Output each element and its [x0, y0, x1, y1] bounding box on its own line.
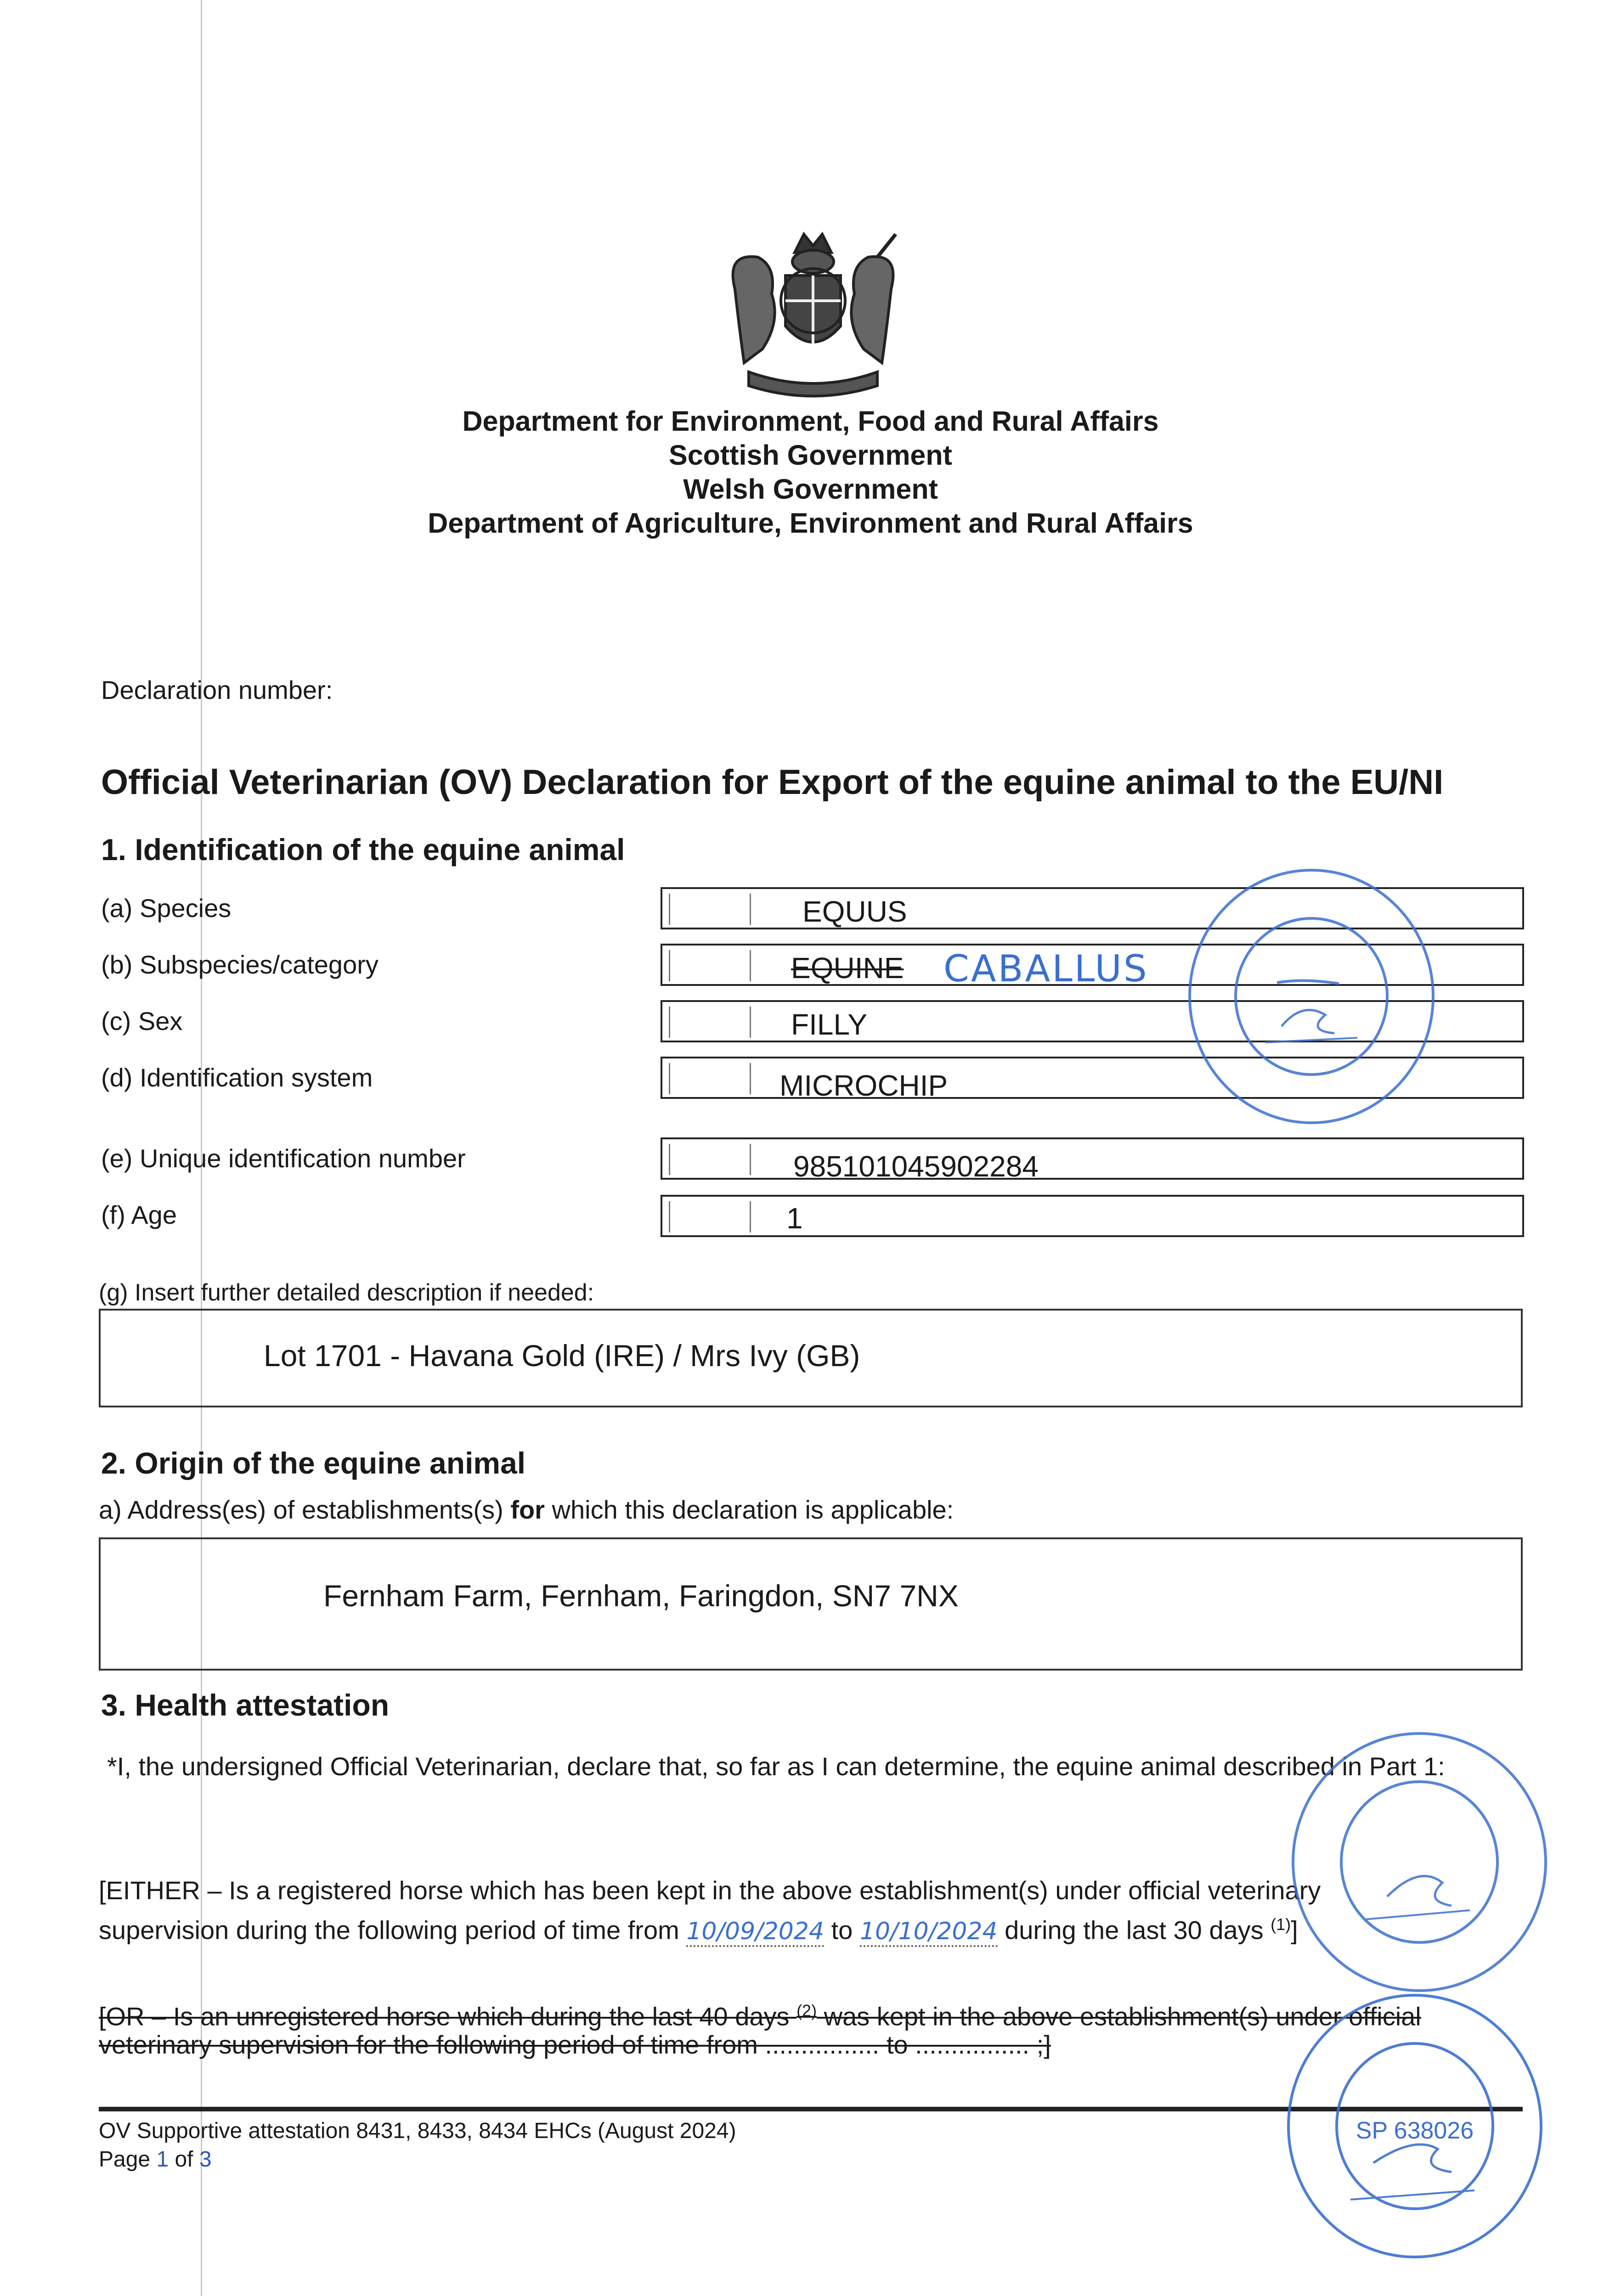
or-line-1: [OR – Is an unregistered horse which during the last 40 days $^{(2)}$ was kept in the above establishment(s) under official — [99, 2001, 1421, 2031]
address-box — [99, 1537, 1523, 1671]
address-value: Fernham Farm, Fernham, Faringdon, SN7 7NX — [323, 1579, 959, 1613]
subspecies-handwritten: CABALLUS — [943, 947, 1149, 990]
stamp-number: SP 638026 — [1356, 2117, 1474, 2144]
or-line-2: veterinary supervision for the following period of time from ................ to ................ ;] — [99, 2030, 1051, 2059]
unique-id-value: 985101045902284 — [793, 1150, 1039, 1183]
subspecies-value: EQUINE — [791, 951, 904, 985]
subspecies-label: (b) Subspecies/category — [101, 950, 378, 979]
age-field — [661, 1195, 1524, 1237]
section-1-heading: 1. Identification of the equine animal — [101, 833, 625, 867]
footer-page-number: Page 1 of 3 — [99, 2147, 212, 2172]
department-line-3: Welsh Government — [683, 473, 938, 505]
species-value: EQUUS — [802, 895, 907, 928]
page-title: Official Veterinarian (OV) Declaration for Export of the equine animal to the EU/NI — [101, 763, 1444, 802]
section-2-heading: 2. Origin of the equine animal — [101, 1446, 526, 1480]
unique-id-label: (e) Unique identification number — [101, 1144, 466, 1173]
age-value: 1 — [786, 1202, 803, 1235]
declaration-number-label: Declaration number: — [101, 675, 333, 704]
species-label: (a) Species — [101, 894, 232, 923]
footer-attestation: OV Supportive attestation 8431, 8433, 8434 EHCs (August 2024) — [99, 2119, 736, 2143]
either-line-2: supervision during the following period of time from 10/09/2024 to 10/10/2024 during the last 30 days $^{(1)}$] — [99, 1908, 1532, 1948]
royal-coat-of-arms-icon — [707, 225, 919, 404]
age-label: (f) Age — [101, 1200, 177, 1229]
department-line-1: Department for Environment, Food and Rural Affairs — [462, 405, 1159, 437]
official-veterinarian-stamp-icon — [1183, 863, 1440, 1130]
sex-label: (c) Sex — [101, 1007, 183, 1035]
official-veterinarian-stamp-2-icon — [1286, 1727, 1553, 1998]
either-to-date: 10/10/2024 — [860, 1918, 998, 1947]
section-3-heading: 3. Health attestation — [101, 1688, 390, 1722]
identification-system-label: (d) Identification system — [101, 1063, 373, 1092]
unique-id-field — [661, 1137, 1524, 1183]
either-from-date: 10/09/2024 — [686, 1918, 824, 1947]
department-line-2: Scottish Government — [669, 439, 952, 471]
sex-value: FILLY — [791, 1008, 867, 1041]
description-value: Lot 1701 - Havana Gold (IRE) / Mrs Ivy (GB) — [264, 1339, 860, 1373]
department-line-4: Department of Agriculture, Environment and Rural Affairs — [428, 507, 1193, 539]
official-veterinarian-stamp-3 — [1282, 1988, 1548, 2264]
description-box — [99, 1309, 1523, 1407]
either-line-1: [EITHER – Is a registered horse which has been kept in the above establishment(s) under official veterinary — [99, 1876, 1321, 1905]
identification-system-value: MICROCHIP — [779, 1069, 948, 1102]
establishment-intro: a) Address(es) of establishments(s) for which this declaration is applicable: — [99, 1495, 954, 1524]
health-intro: *I, the undersigned Official Veterinarian, declare that, so far as I can determine, the equine animal described in Part 1: — [107, 1752, 1445, 1781]
description-label: (g) Insert further detailed description if needed: — [99, 1279, 594, 1306]
